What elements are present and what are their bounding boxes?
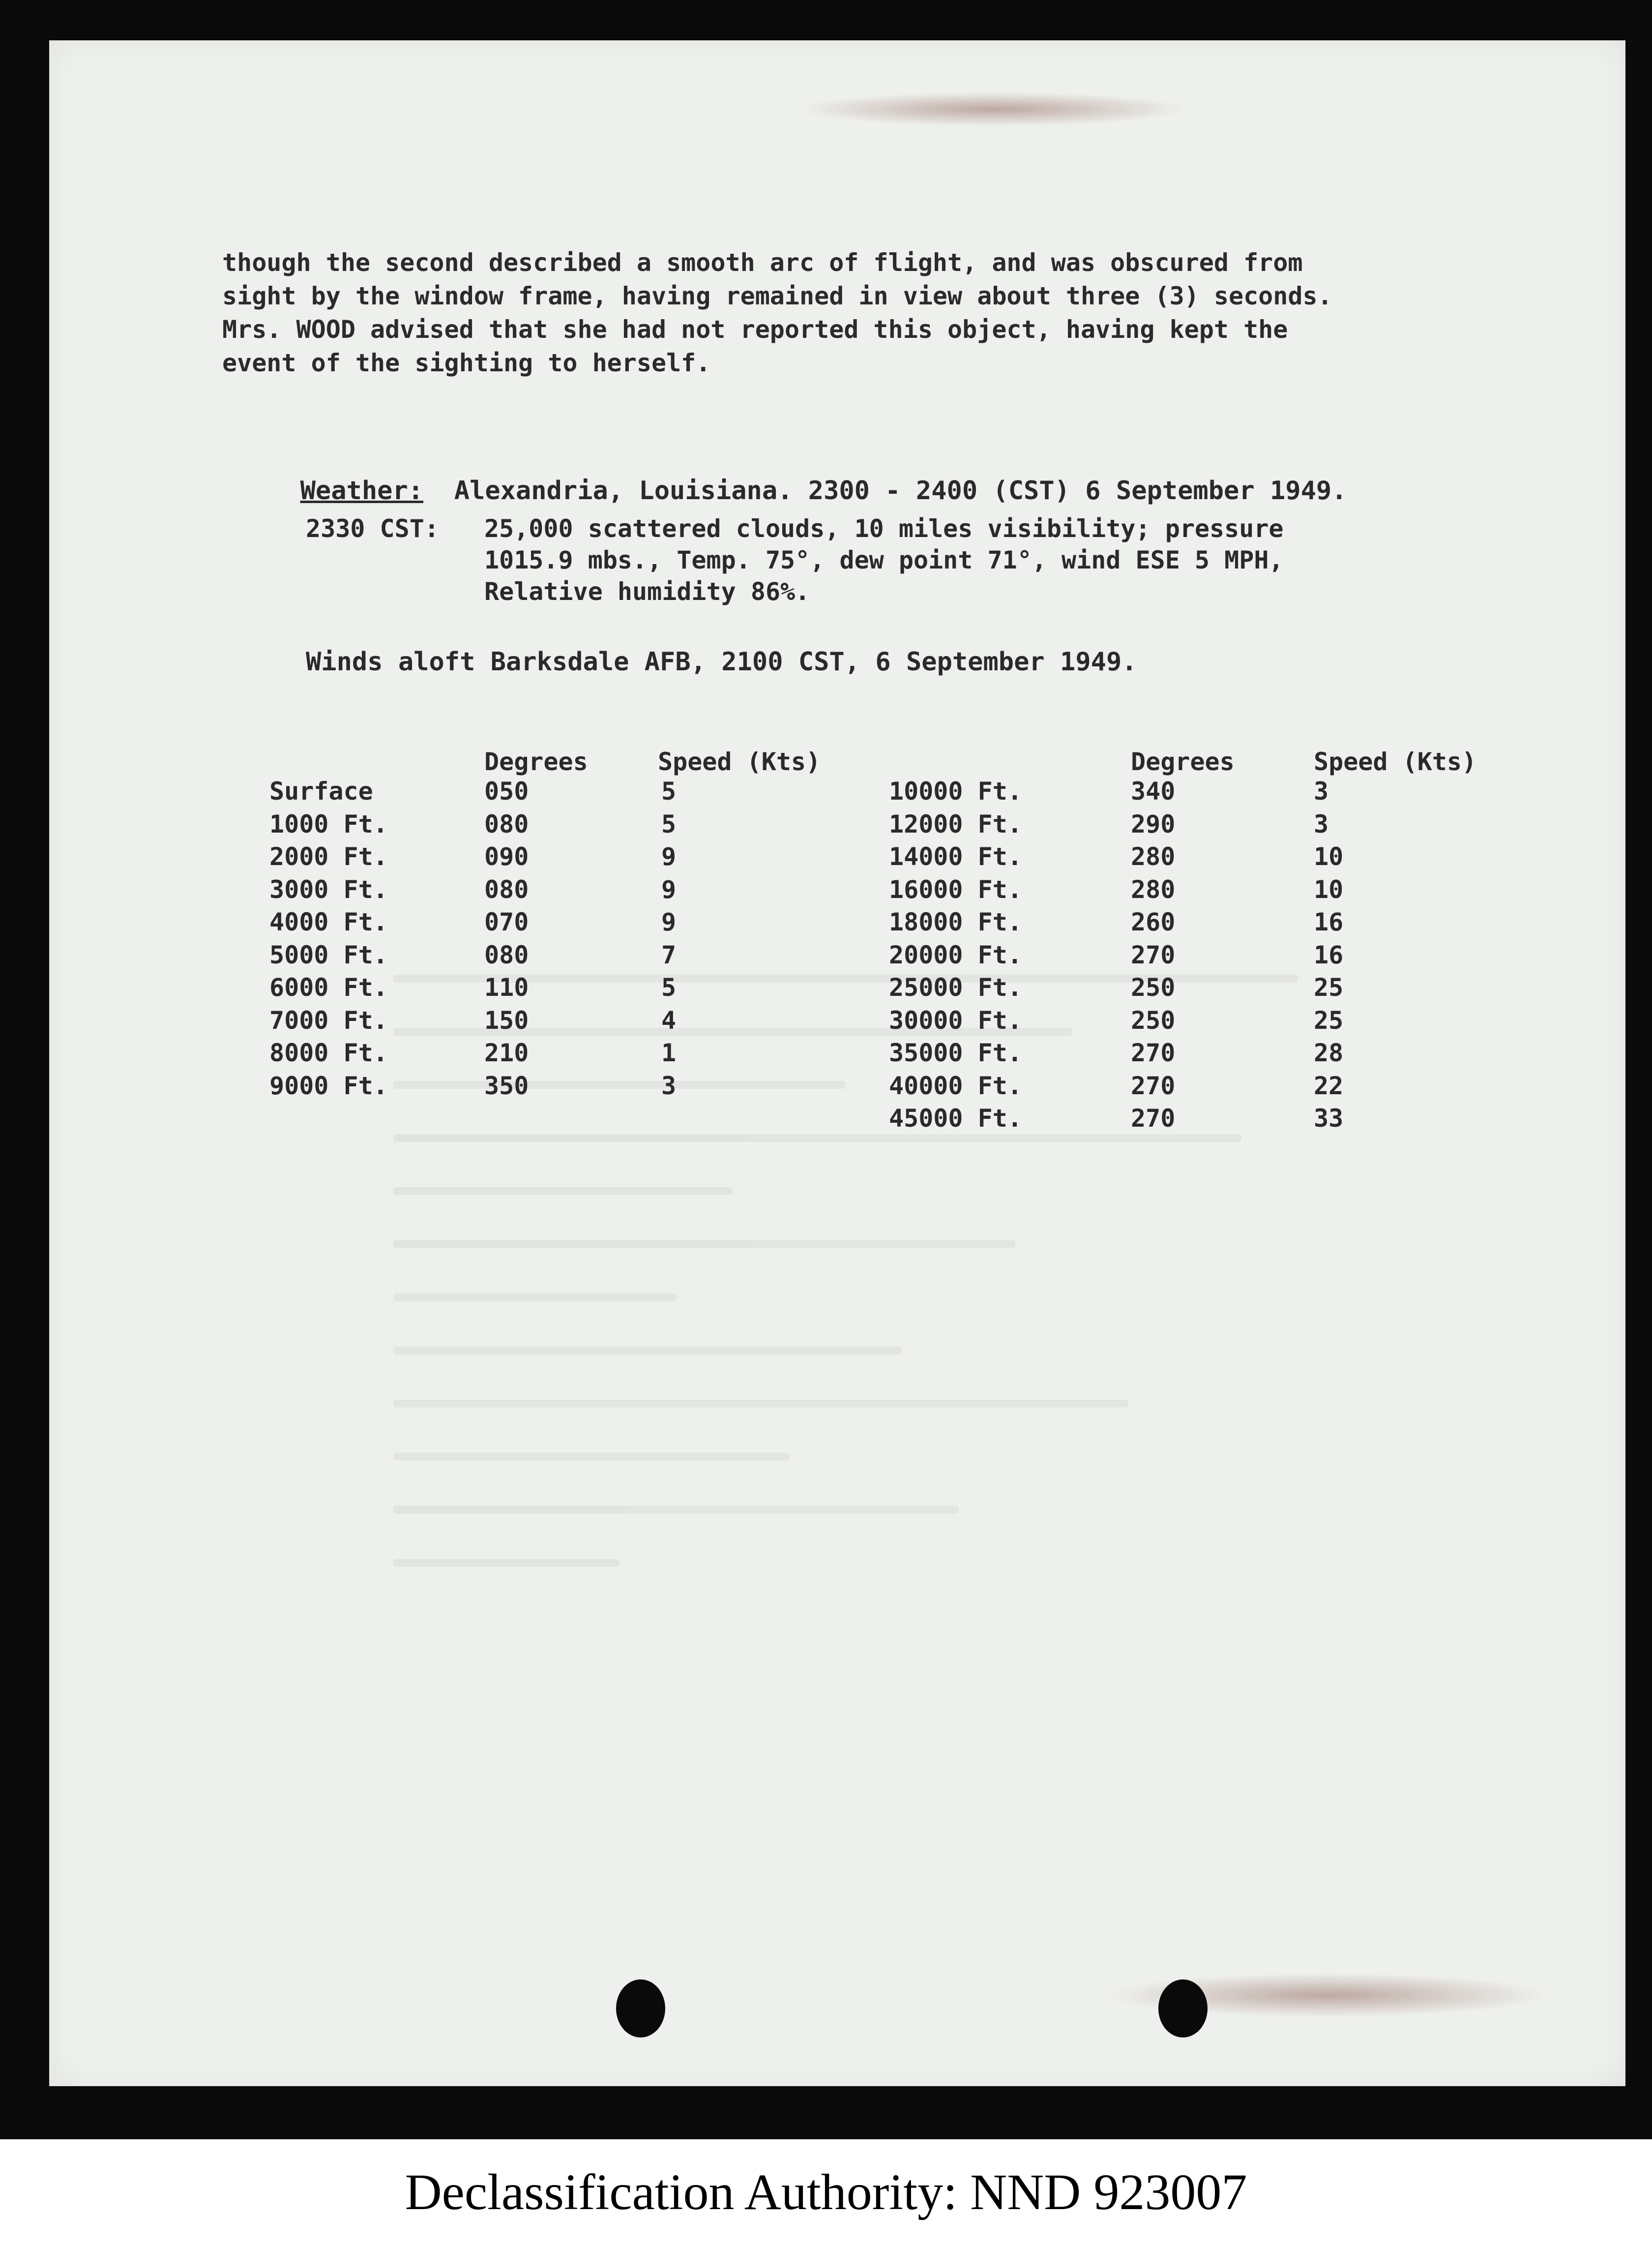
degrees-cell: 270 [1131, 1104, 1176, 1133]
degrees-cell: 350 [484, 1071, 529, 1100]
speed-cell: 5 [661, 809, 677, 838]
degrees-cell: 290 [1131, 809, 1176, 838]
degrees-cell: 270 [1131, 1071, 1176, 1100]
altitude-cell: 7000 Ft. [269, 1006, 388, 1035]
altitude-cell: 30000 Ft. [889, 1006, 1022, 1035]
speed-cell: 33 [1314, 1104, 1344, 1133]
observation-line: 25,000 scattered clouds, 10 miles visibility; pressure [484, 514, 1284, 543]
header-degrees-left: Degrees [484, 748, 588, 776]
punch-hole-right [1158, 1979, 1208, 2037]
weather-line [269, 452, 1347, 504]
altitude-cell: 12000 Ft. [889, 809, 1022, 838]
observation-line: Relative humidity 86%. [484, 577, 810, 606]
altitude-cell: 2000 Ft. [269, 842, 388, 871]
altitude-cell: 8000 Ft. [269, 1039, 388, 1067]
left-speed-column [661, 775, 676, 1102]
altitude-cell: 4000 Ft. [269, 908, 388, 936]
speed-cell: 3 [1314, 809, 1329, 838]
altitude-cell: 5000 Ft. [269, 940, 388, 969]
degrees-cell: 250 [1131, 1006, 1176, 1035]
degrees-cell: 080 [484, 875, 529, 904]
paragraph-line: event of the sighting to herself. [222, 349, 711, 377]
altitude-cell: 1000 Ft. [269, 809, 388, 838]
altitude-cell: 14000 Ft. [889, 842, 1022, 871]
speed-cell: 10 [1314, 842, 1344, 871]
punch-hole-left [616, 1979, 665, 2037]
speed-cell: 5 [661, 777, 677, 806]
degrees-cell: 110 [484, 973, 529, 1002]
narrative-paragraph [222, 246, 1510, 380]
degrees-cell: 250 [1131, 973, 1176, 1002]
altitude-cell: Surface [269, 777, 373, 806]
speed-cell: 7 [661, 940, 677, 969]
declassification-footer: Declassification Authority: NND 923007 [405, 2164, 1247, 2220]
right-altitude-column [889, 775, 1022, 1135]
degrees-cell: 270 [1131, 1039, 1176, 1067]
degrees-cell: 210 [484, 1039, 529, 1067]
altitude-cell: 9000 Ft. [269, 1071, 388, 1100]
altitude-cell: 16000 Ft. [889, 875, 1022, 904]
degrees-cell: 150 [484, 1006, 529, 1035]
degrees-cell: 270 [1131, 940, 1176, 969]
degrees-cell: 340 [1131, 777, 1176, 806]
left-degrees-column [484, 775, 529, 1102]
degrees-cell: 080 [484, 940, 529, 969]
altitude-cell: 18000 Ft. [889, 908, 1022, 936]
header-speed-left: Speed (Kts) [658, 748, 821, 776]
speed-cell: 22 [1314, 1071, 1344, 1100]
altitude-cell: 45000 Ft. [889, 1104, 1022, 1133]
weather-label: Weather: [300, 476, 424, 506]
speed-cell: 25 [1314, 1006, 1344, 1035]
observation-line: 1015.9 mbs., Temp. 75°, dew point 71°, wind ESE 5 MPH, [484, 546, 1284, 574]
altitude-cell: 35000 Ft. [889, 1039, 1022, 1067]
altitude-cell: 10000 Ft. [889, 777, 1022, 806]
paragraph-line: Mrs. WOOD advised that she had not reported this object, having kept the [222, 315, 1288, 344]
observation-time: 2330 CST: [306, 514, 439, 543]
speed-cell: 25 [1314, 973, 1344, 1002]
degrees-cell: 050 [484, 777, 529, 806]
speed-cell: 10 [1314, 875, 1344, 904]
degrees-cell: 090 [484, 842, 529, 871]
degrees-cell: 070 [484, 908, 529, 936]
speed-cell: 16 [1314, 908, 1344, 936]
left-altitude-column [269, 775, 388, 1102]
altitude-cell: 6000 Ft. [269, 973, 388, 1002]
right-speed-column [1314, 775, 1343, 1135]
paragraph-line: though the second described a smooth arc of flight, and was obscured from [222, 248, 1303, 277]
speed-cell: 16 [1314, 940, 1344, 969]
altitude-cell: 40000 Ft. [889, 1071, 1022, 1100]
altitude-cell: 20000 Ft. [889, 940, 1022, 969]
right-degrees-column [1131, 775, 1175, 1135]
weather-text: Alexandria, Louisiana. 2300 - 2400 (CST) 6 September 1949. [454, 476, 1347, 506]
header-speed-right: Speed (Kts) [1314, 748, 1477, 776]
speed-cell: 3 [1314, 777, 1329, 806]
speed-cell: 9 [661, 875, 677, 904]
degrees-cell: 260 [1131, 908, 1176, 936]
degrees-cell: 280 [1131, 875, 1176, 904]
speed-cell: 3 [661, 1071, 677, 1100]
header-degrees-right: Degrees [1131, 748, 1235, 776]
paragraph-line: sight by the window frame, having remained in view about three (3) seconds. [222, 282, 1332, 310]
speed-cell: 5 [661, 973, 677, 1002]
speed-cell: 9 [661, 842, 677, 871]
altitude-cell: 3000 Ft. [269, 875, 388, 904]
altitude-cell: 25000 Ft. [889, 973, 1022, 1002]
speed-cell: 28 [1314, 1039, 1344, 1067]
stain-top [796, 92, 1190, 126]
speed-cell: 4 [661, 1006, 677, 1035]
degrees-cell: 080 [484, 809, 529, 838]
speed-cell: 1 [661, 1039, 677, 1067]
winds-aloft-title: Winds aloft Barksdale AFB, 2100 CST, 6 September 1949. [306, 647, 1137, 677]
degrees-cell: 280 [1131, 842, 1176, 871]
speed-cell: 9 [661, 908, 677, 936]
